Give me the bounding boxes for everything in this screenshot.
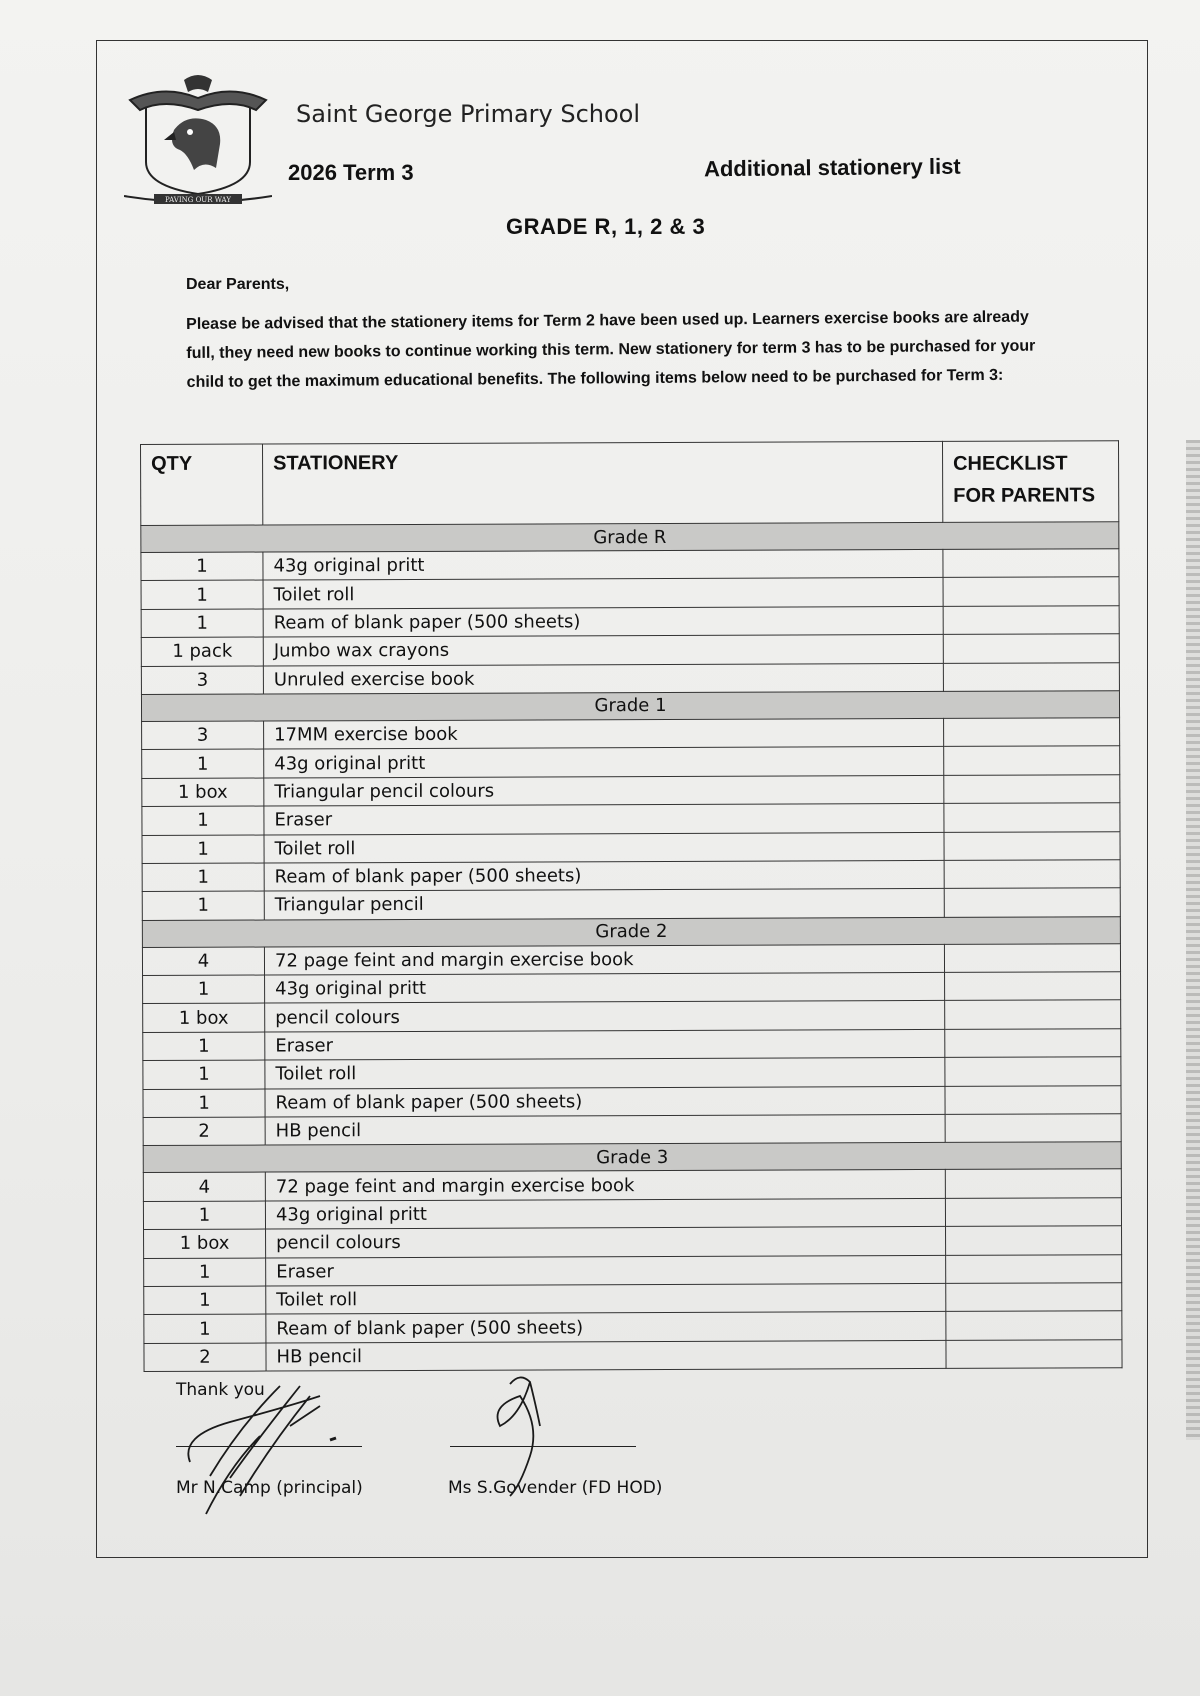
table-row — [143, 972, 1121, 1004]
qty-cell: 1 — [142, 806, 264, 835]
qty-cell: 3 — [141, 666, 263, 695]
table-row — [143, 1029, 1121, 1061]
qty-cell: 1 box — [142, 778, 264, 807]
qty-cell: 1 — [143, 1060, 265, 1089]
qty-cell: 2 — [143, 1117, 265, 1146]
stationery-cell: Eraser — [266, 1255, 946, 1286]
stationery-header: STATIONERY — [263, 441, 943, 525]
stationery-cell: 17MM exercise book — [264, 718, 944, 749]
checklist-cell[interactable] — [946, 1311, 1122, 1340]
grade-section-row — [141, 691, 1119, 722]
letter-body: Please be advised that the stationery items for Term 2 have been used up. Learners exercise books are already full, they need new books to continue working this term. New stationery for term 3 has to be purchased for your child to get the maximum educational benefits. The following items below need to be purchased for Term 3: — [186, 308, 1036, 391]
qty-cell: 1 — [142, 749, 264, 778]
table-row — [141, 634, 1119, 666]
stationery-cell: Toilet roll — [263, 578, 943, 609]
qty-cell: 1 — [143, 1201, 265, 1230]
stationery-cell: Eraser — [265, 1029, 945, 1060]
grade-section-row — [142, 916, 1120, 947]
checklist-cell[interactable] — [945, 1029, 1121, 1058]
checklist-cell[interactable] — [943, 606, 1119, 635]
grade-section-row — [141, 522, 1119, 553]
principal-name: Mr N.Camp (principal) — [176, 1478, 363, 1498]
school-crest-logo — [124, 70, 272, 210]
stationery-cell: Eraser — [264, 804, 944, 835]
stationery-cell: Ream of blank paper (500 sheets) — [264, 860, 944, 891]
qty-cell: 1 — [144, 1258, 266, 1287]
stationery-cell: 43g original pritt — [264, 747, 944, 778]
checklist-cell[interactable] — [943, 634, 1119, 663]
grade-section-label: Grade 2 — [142, 916, 1120, 947]
checklist-cell[interactable] — [945, 972, 1121, 1001]
qty-cell: 1 — [144, 1314, 266, 1343]
grade-section-label: Grade R — [141, 522, 1119, 553]
table-row — [144, 1340, 1122, 1372]
table-row — [143, 1198, 1121, 1230]
table-row — [142, 943, 1120, 975]
stationery-cell: 43g original pritt — [265, 972, 945, 1003]
qty-cell: 1 — [141, 580, 263, 609]
table-row — [142, 718, 1120, 750]
table-row — [142, 746, 1120, 778]
table-row — [144, 1254, 1122, 1286]
table-row — [143, 1169, 1121, 1201]
qty-cell: 1 — [143, 975, 265, 1004]
table-row — [142, 860, 1120, 892]
school-name: Saint George Primary School — [296, 100, 641, 128]
qty-cell: 4 — [143, 1172, 265, 1201]
stationery-table — [140, 440, 1123, 1372]
checklist-cell[interactable] — [944, 888, 1120, 917]
checklist-cell[interactable] — [946, 1283, 1122, 1312]
table-row — [143, 1085, 1121, 1117]
qty-cell: 1 — [143, 1032, 265, 1061]
closing-text: Thank you — [176, 1380, 265, 1400]
principal-signature-line — [176, 1446, 362, 1447]
stationery-cell: Toilet roll — [265, 1058, 945, 1089]
qty-cell: 3 — [142, 721, 264, 750]
table-row — [143, 1000, 1121, 1032]
checklist-cell[interactable] — [945, 1169, 1121, 1198]
table-row — [142, 888, 1120, 920]
stationery-cell: 72 page feint and margin exercise book — [265, 1170, 945, 1201]
stationery-cell: HB pencil — [266, 1340, 946, 1371]
qty-cell: 1 — [143, 1089, 265, 1118]
table-row — [141, 577, 1119, 609]
table-row — [143, 1114, 1121, 1146]
checklist-cell[interactable] — [945, 1085, 1121, 1114]
checklist-cell[interactable] — [945, 1198, 1121, 1227]
checklist-cell[interactable] — [944, 943, 1120, 972]
qty-cell: 1 — [142, 835, 264, 864]
stationery-cell: pencil colours — [266, 1227, 946, 1258]
grades-heading: GRADE R, 1, 2 & 3 — [506, 214, 706, 239]
checklist-cell[interactable] — [946, 1340, 1122, 1369]
checklist-cell[interactable] — [944, 774, 1120, 803]
svg-text:PAVING OUR WAY: PAVING OUR WAY — [165, 196, 231, 204]
stationery-cell: 43g original pritt — [263, 549, 943, 580]
grade-section-row — [143, 1142, 1121, 1173]
qty-cell: 1 — [141, 552, 263, 581]
qty-cell: 4 — [142, 947, 264, 976]
qty-cell: 1 box — [144, 1229, 266, 1258]
checklist-cell[interactable] — [944, 860, 1120, 889]
letter-greeting: Dear Parents, — [186, 276, 290, 293]
stationery-cell: Triangular pencil colours — [264, 775, 944, 806]
qty-cell: 1 pack — [141, 637, 263, 666]
checklist-header: CHECKLIST FOR PARENTS — [942, 441, 1118, 523]
checklist-cell[interactable] — [946, 1254, 1122, 1283]
stationery-cell: Jumbo wax crayons — [263, 635, 943, 666]
qty-cell: 1 box — [143, 1003, 265, 1032]
stationery-cell: Ream of blank paper (500 sheets) — [265, 1086, 945, 1117]
checklist-cell[interactable] — [944, 746, 1120, 775]
hod-name: Ms S.Govender (FD HOD) — [448, 1478, 663, 1498]
stationery-cell: HB pencil — [265, 1114, 945, 1145]
stationery-cell: Toilet roll — [264, 832, 944, 863]
qty-cell: 2 — [144, 1343, 266, 1372]
page-edge-shadow — [1186, 440, 1200, 1440]
table-row — [144, 1283, 1122, 1315]
qty-cell: 1 — [142, 891, 264, 920]
checklist-cell[interactable] — [943, 577, 1119, 606]
table-row — [142, 831, 1120, 863]
qty-cell: 1 — [141, 609, 263, 638]
table-header-row — [141, 441, 1119, 526]
stationery-cell: Ream of blank paper (500 sheets) — [266, 1312, 946, 1343]
checklist-cell[interactable] — [943, 549, 1119, 578]
stationery-table-wrap — [140, 440, 1122, 1372]
checklist-cell[interactable] — [944, 803, 1120, 832]
checklist-cell[interactable] — [943, 662, 1119, 691]
grade-section-label: Grade 1 — [141, 691, 1119, 722]
table-row — [143, 1057, 1121, 1089]
stationery-cell: Unruled exercise book — [263, 663, 943, 694]
stationery-cell: Triangular pencil — [264, 889, 944, 920]
table-row — [144, 1226, 1122, 1258]
checklist-cell[interactable] — [945, 1000, 1121, 1029]
table-row — [142, 774, 1120, 806]
table-row — [144, 1311, 1122, 1343]
table-body — [141, 522, 1122, 1372]
table-row — [142, 803, 1120, 835]
stationery-cell: 72 page feint and margin exercise book — [264, 944, 944, 975]
list-title: Additional stationery list — [703, 153, 961, 182]
stationery-cell: Toilet roll — [266, 1283, 946, 1314]
qty-cell: 1 — [144, 1286, 266, 1315]
stationery-cell: Ream of blank paper (500 sheets) — [263, 606, 943, 637]
checklist-cell[interactable] — [944, 718, 1120, 747]
stationery-cell: pencil colours — [265, 1001, 945, 1032]
table-row — [141, 662, 1119, 694]
qty-cell: 1 — [142, 863, 264, 892]
grade-section-label: Grade 3 — [143, 1142, 1121, 1173]
term-label: 2026 Term 3 — [288, 160, 414, 185]
table-row — [141, 549, 1119, 581]
qty-header: QTY — [141, 444, 263, 525]
checklist-cell[interactable] — [945, 1114, 1121, 1143]
checklist-cell[interactable] — [944, 831, 1120, 860]
table-row — [141, 606, 1119, 638]
checklist-cell[interactable] — [946, 1226, 1122, 1255]
stationery-cell: 43g original pritt — [265, 1198, 945, 1229]
checklist-cell[interactable] — [945, 1057, 1121, 1086]
hod-signature-line — [450, 1446, 636, 1447]
